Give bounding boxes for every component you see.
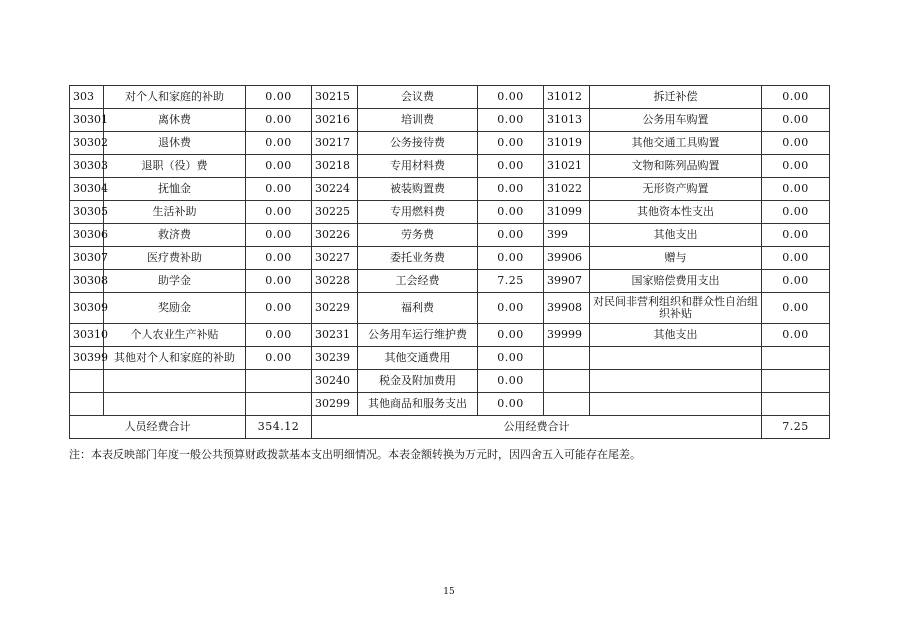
- cell-name: 医疗费补助: [104, 247, 246, 270]
- cell-code: 30299: [312, 393, 358, 416]
- cell-code: 30305: [70, 201, 104, 224]
- cell-name: 个人农业生产补贴: [104, 324, 246, 347]
- cell-name: 退职（役）费: [104, 155, 246, 178]
- cell-name: 其他对个人和家庭的补助: [104, 347, 246, 370]
- cell-amt: 0.00: [246, 224, 312, 247]
- cell-code: 30215: [312, 86, 358, 109]
- page-number: 15: [443, 587, 455, 597]
- table-row: [70, 201, 830, 224]
- cell-name: 专用材料费: [358, 155, 478, 178]
- cell-code: [70, 370, 104, 393]
- cell-amt: 0.00: [762, 293, 830, 324]
- cell-name: 其他资本性支出: [590, 201, 762, 224]
- cell-code: 30306: [70, 224, 104, 247]
- cell-amt: 0.00: [246, 132, 312, 155]
- table-row: [70, 370, 830, 393]
- table-row: [70, 293, 830, 324]
- cell-code: 30225: [312, 201, 358, 224]
- cell-code: 30309: [70, 293, 104, 324]
- table-body: [70, 86, 830, 416]
- cell-name: [590, 347, 762, 370]
- cell-name: 奖励金: [104, 293, 246, 324]
- cell-amt: 0.00: [478, 224, 544, 247]
- cell-amt: 0.00: [246, 247, 312, 270]
- cell-name: 其他交通工具购置: [590, 132, 762, 155]
- cell-amt: 0.00: [478, 247, 544, 270]
- cell-code: 30216: [312, 109, 358, 132]
- cell-amt: [246, 370, 312, 393]
- cell-amt: 0.00: [762, 109, 830, 132]
- personnel-total-label: 人员经费合计: [70, 416, 246, 439]
- cell-name: 工会经费: [358, 270, 478, 293]
- cell-amt: 0.00: [246, 270, 312, 293]
- cell-code: 31019: [544, 132, 590, 155]
- cell-code: 30399: [70, 347, 104, 370]
- cell-amt: [762, 370, 830, 393]
- cell-code: 30240: [312, 370, 358, 393]
- cell-code: 31021: [544, 155, 590, 178]
- cell-name: 其他商品和服务支出: [358, 393, 478, 416]
- cell-code: 39906: [544, 247, 590, 270]
- cell-name: 会议费: [358, 86, 478, 109]
- cell-amt: [762, 347, 830, 370]
- cell-name: 生活补助: [104, 201, 246, 224]
- cell-name: 赠与: [590, 247, 762, 270]
- cell-name: [104, 370, 246, 393]
- table-row: [70, 270, 830, 293]
- cell-amt: 0.00: [478, 370, 544, 393]
- cell-amt: 0.00: [478, 347, 544, 370]
- cell-code: 30229: [312, 293, 358, 324]
- cell-code: 30227: [312, 247, 358, 270]
- cell-name: 被装购置费: [358, 178, 478, 201]
- cell-amt: 0.00: [762, 247, 830, 270]
- table-row: [70, 247, 830, 270]
- cell-amt: 7.25: [478, 270, 544, 293]
- cell-amt: 0.00: [478, 109, 544, 132]
- cell-amt: 0.00: [246, 293, 312, 324]
- cell-amt: 0.00: [762, 270, 830, 293]
- cell-amt: [762, 393, 830, 416]
- cell-name: 委托业务费: [358, 247, 478, 270]
- cell-name: 培训费: [358, 109, 478, 132]
- cell-amt: 0.00: [478, 201, 544, 224]
- footnote: 注：本表反映部门年度一般公共预算财政拨款基本支出明细情况。本表金额转换为万元时，因四舍五入可能存在尾差。: [69, 448, 641, 461]
- cell-amt: 0.00: [762, 224, 830, 247]
- cell-name: 国家赔偿费用支出: [590, 270, 762, 293]
- cell-code: 30224: [312, 178, 358, 201]
- cell-name: 对个人和家庭的补助: [104, 86, 246, 109]
- cell-code: 31012: [544, 86, 590, 109]
- cell-code: 31013: [544, 109, 590, 132]
- cell-amt: 0.00: [478, 132, 544, 155]
- cell-code: 30228: [312, 270, 358, 293]
- cell-amt: 0.00: [478, 155, 544, 178]
- cell-name: 其他交通费用: [358, 347, 478, 370]
- cell-amt: 0.00: [762, 132, 830, 155]
- table-row: [70, 109, 830, 132]
- public-total-label: 公用经费合计: [312, 416, 762, 439]
- cell-name: 拆迁补偿: [590, 86, 762, 109]
- cell-code: 30308: [70, 270, 104, 293]
- cell-amt: 0.00: [246, 155, 312, 178]
- cell-code: 30239: [312, 347, 358, 370]
- cell-code: 39908: [544, 293, 590, 324]
- cell-code: 399: [544, 224, 590, 247]
- cell-code: [70, 393, 104, 416]
- cell-name: 救济费: [104, 224, 246, 247]
- cell-amt: 0.00: [478, 393, 544, 416]
- cell-name: 其他支出: [590, 224, 762, 247]
- cell-name: 抚恤金: [104, 178, 246, 201]
- cell-name: [590, 370, 762, 393]
- cell-code: 30307: [70, 247, 104, 270]
- cell-name: 助学金: [104, 270, 246, 293]
- cell-name: 公务接待费: [358, 132, 478, 155]
- cell-amt: 0.00: [762, 86, 830, 109]
- cell-name: 税金及附加费用: [358, 370, 478, 393]
- cell-code: 31022: [544, 178, 590, 201]
- cell-code: 30304: [70, 178, 104, 201]
- cell-code: 39907: [544, 270, 590, 293]
- cell-code: 30303: [70, 155, 104, 178]
- table-row: [70, 178, 830, 201]
- cell-amt: 0.00: [762, 201, 830, 224]
- cell-name: 对民间非营利组织和群众性自治组织补贴: [590, 293, 762, 324]
- totals-row: [70, 416, 830, 439]
- cell-amt: 0.00: [246, 324, 312, 347]
- cell-code: [544, 370, 590, 393]
- cell-amt: 0.00: [762, 155, 830, 178]
- cell-code: 30226: [312, 224, 358, 247]
- cell-code: [544, 393, 590, 416]
- table-row: [70, 347, 830, 370]
- cell-amt: 0.00: [246, 109, 312, 132]
- cell-code: 31099: [544, 201, 590, 224]
- cell-amt: 0.00: [478, 86, 544, 109]
- table-row: [70, 224, 830, 247]
- cell-name: 公务用车运行维护费: [358, 324, 478, 347]
- table-row: [70, 155, 830, 178]
- cell-amt: 0.00: [762, 324, 830, 347]
- cell-name: 福利费: [358, 293, 478, 324]
- table-row: [70, 86, 830, 109]
- table-row: [70, 324, 830, 347]
- cell-name: 专用燃料费: [358, 201, 478, 224]
- cell-amt: 0.00: [246, 347, 312, 370]
- public-total-value: 7.25: [762, 416, 830, 439]
- cell-name: 离休费: [104, 109, 246, 132]
- cell-name: 文物和陈列品购置: [590, 155, 762, 178]
- cell-amt: 0.00: [246, 201, 312, 224]
- cell-amt: 0.00: [762, 178, 830, 201]
- cell-name: 无形资产购置: [590, 178, 762, 201]
- cell-code: 30217: [312, 132, 358, 155]
- cell-code: 30231: [312, 324, 358, 347]
- cell-name: 其他支出: [590, 324, 762, 347]
- cell-name: 退休费: [104, 132, 246, 155]
- cell-amt: 0.00: [246, 86, 312, 109]
- cell-name: [104, 393, 246, 416]
- cell-code: 30301: [70, 109, 104, 132]
- cell-name: 劳务费: [358, 224, 478, 247]
- expenditure-detail-table: [69, 85, 830, 439]
- personnel-total-value: 354.12: [246, 416, 312, 439]
- cell-amt: [246, 393, 312, 416]
- cell-amt: 0.00: [478, 324, 544, 347]
- cell-amt: 0.00: [478, 178, 544, 201]
- cell-code: 30302: [70, 132, 104, 155]
- cell-code: [544, 347, 590, 370]
- cell-code: 39999: [544, 324, 590, 347]
- cell-amt: 0.00: [478, 293, 544, 324]
- cell-name: [590, 393, 762, 416]
- table-row: [70, 393, 830, 416]
- cell-code: 30310: [70, 324, 104, 347]
- cell-code: 30218: [312, 155, 358, 178]
- cell-code: 303: [70, 86, 104, 109]
- cell-name: 公务用车购置: [590, 109, 762, 132]
- cell-amt: 0.00: [246, 178, 312, 201]
- table-row: [70, 132, 830, 155]
